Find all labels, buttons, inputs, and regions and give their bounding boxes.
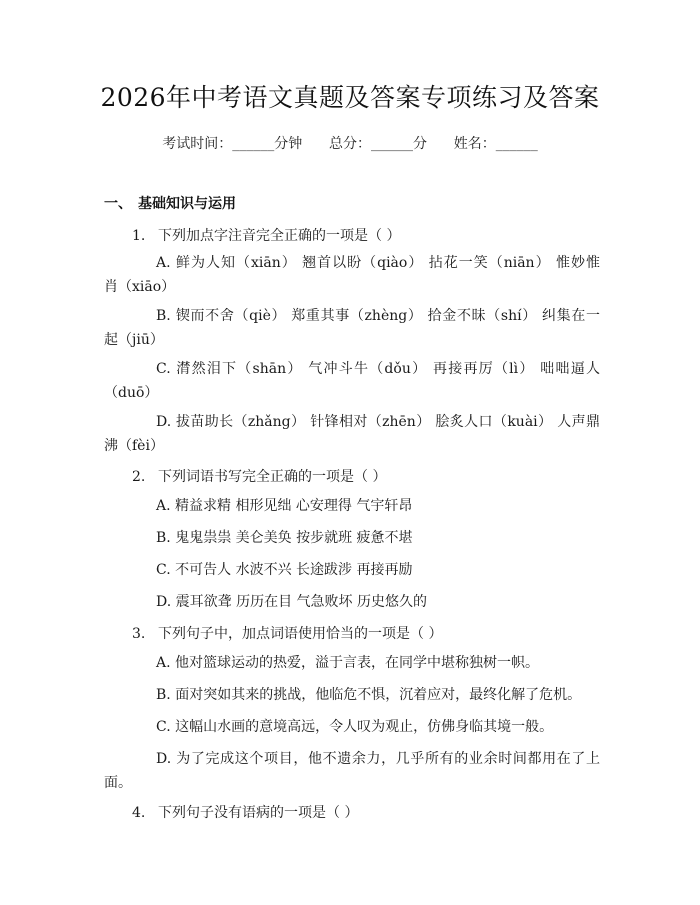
question-stem: 下列词语书写完全正确的一项是（ ） [158,469,387,485]
option-1a [104,251,600,299]
section-heading [104,193,236,213]
question-stem: 下列加点字注音完全正确的一项是（ ） [158,228,401,244]
option-text: A. 鲜为人知（xiān） 翘首以盼（qiào） 拈花一笑（niān） 惟妙惟 [156,255,600,271]
option-1b [104,304,600,352]
option-text-continued: 肖（xiāo） [104,279,176,295]
option-text-continued: 起（jiū） [104,332,164,348]
question-number: 1. [132,228,146,244]
page-title: 2026年中考语文真题及答案专项练习及答案 [100,83,600,112]
option-text: D. 为了完成这个项目，他不遗余力，几乎所有的业余时间都用在了上 [156,751,600,767]
option-text: C. 这幅山水画的意境高远，令人叹为观止，仿佛身临其境一般。 [156,719,554,735]
option-1c [104,357,600,405]
option-1d [104,410,600,458]
question-1 [132,225,400,245]
question-number: 2. [132,469,146,485]
option-2a [104,494,600,518]
option-text: B. 鬼鬼祟祟 美仑美奂 按步就班 疲惫不堪 [156,530,413,546]
name-blank: ______ [495,136,538,152]
option-3a [104,651,600,675]
option-2c [104,558,600,582]
question-stem: 下列句子没有语病的一项是（ ） [158,805,359,821]
option-text: C. 潸然泪下（shān） 气冲斗牛（dǒu） 再接再厉（lì） 咄咄逼人 [156,361,600,377]
question-2 [132,466,386,486]
time-label: 考试时间： [162,136,233,152]
question-number: 3. [132,626,146,642]
option-text: A. 他对篮球运动的热爱，溢于言表，在同学中堪称独树一帜。 [156,655,540,671]
question-number: 4. [132,805,146,821]
section-title: 基础知识与运用 [138,196,236,212]
option-text: C. 不可告人 水波不兴 长途跋涉 再接再励 [156,562,413,578]
score-unit: 分 [413,136,427,152]
option-3b [104,683,600,707]
question-3 [132,623,442,643]
time-unit: 分钟 [274,136,303,152]
section-number: 一、 [104,196,132,212]
name-label: 姓名： [453,136,496,152]
option-text: D. 震耳欲聋 历历在目 气急败坏 历史悠久的 [156,594,427,610]
option-text-continued: （duō） [104,385,159,401]
question-stem: 下列句子中，加点词语使用恰当的一项是（ ） [158,626,443,642]
option-3c [104,715,600,739]
exam-meta [0,133,700,153]
option-3d [104,747,600,795]
option-2d [104,590,600,614]
option-text-continued: 面。 [104,775,132,791]
option-text: A. 精益求精 相形见绌 心安理得 气宇轩昂 [156,498,413,514]
option-text: B. 锲而不舍（qiè） 郑重其事（zhèng） 拾金不昧（shí） 纠集在一 [156,308,600,324]
time-blank: ______ [232,136,275,152]
option-text: D. 拔苗助长（zhǎng） 针锋相对（zhēn） 脍炙人口（kuài） 人声鼎 [156,414,600,430]
score-label: 总分： [329,136,371,152]
option-text: B. 面对突如其来的挑战，他临危不惧，沉着应对，最终化解了危机。 [156,687,582,703]
score-blank: ______ [371,136,413,152]
question-4 [132,802,358,822]
option-text-continued: 沸（fèi） [104,438,164,454]
option-2b [104,526,600,550]
